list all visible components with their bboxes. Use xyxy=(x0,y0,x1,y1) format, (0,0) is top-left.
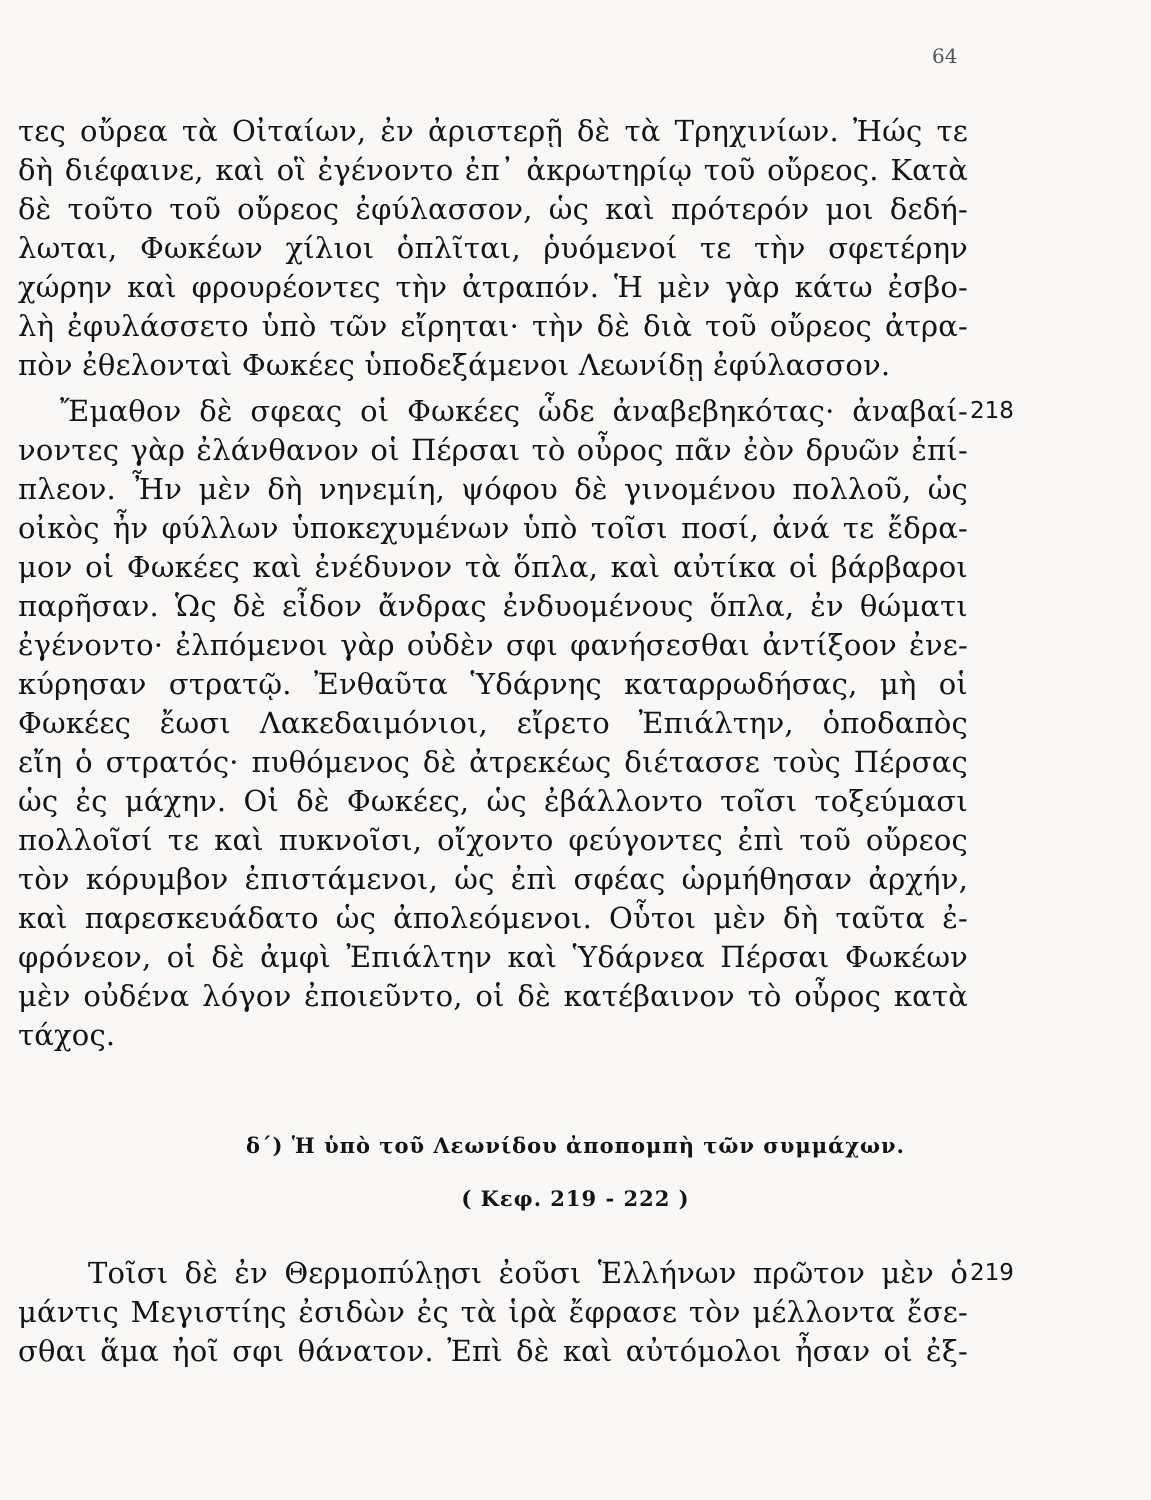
page-number: 64 xyxy=(932,44,958,68)
text-line: ἐγένοντο· ἐλπόμενοι γὰρ οὐδὲν σφι φανήσεσθαι ἀντίξοον ἐνε- xyxy=(18,628,968,662)
text-line: τὸν κόρυμβον ἐπιστάμενοι, ὡς ἐπὶ σφέας ὡρμήθησαν ἀρχήν, xyxy=(18,862,968,896)
chapter-number-218: 218 xyxy=(970,398,1014,424)
text-line: φρόνεον, οἱ δὲ ἀμφὶ Ἐπιάλτην καὶ Ὑδάρνεα Πέρσαι Φωκέων xyxy=(18,940,968,974)
text-line: Τοῖσι δὲ ἐν Θερμοπύλῃσι ἐοῦσι Ἑλλήνων πρῶτον μὲν ὁ xyxy=(88,1256,968,1290)
text-line: Φωκέες ἔωσι Λακεδαιμόνιοι, εἴρετο Ἐπιάλτην, ὁποδαπὸς xyxy=(18,706,968,740)
text-line: σθαι ἅμα ἠοῖ σφι θάνατον. Ἐπὶ δὲ καὶ αὐτόμολοι ἦσαν οἱ ἐξ- xyxy=(18,1334,968,1368)
text-line: ὡς ἐς μάχην. Οἱ δὲ Φωκέες, ὡς ἐβάλλοντο τοῖσι τοξεύμασι xyxy=(18,784,968,818)
text-line: παρῆσαν. Ὡς δὲ εἶδον ἄνδρας ἐνδυομένους ὅπλα, ἐν θώματι xyxy=(18,589,968,623)
text-line: μάντις Μεγιστίης ἐσιδὼν ἐς τὰ ἱρὰ ἔφρασε τὸν μέλλοντα ἔσε- xyxy=(18,1295,968,1329)
text-line: δὴ διέφαινε, καὶ οἳ ἐγένοντο ἐπ᾽ ἀκρωτηρίῳ τοῦ οὔρεος. Κατὰ xyxy=(18,153,968,187)
text-line: εἴη ὁ στρατός· πυθόμενος δὲ ἀτρεκέως διέτασσε τοὺς Πέρσας xyxy=(18,745,968,779)
text-line: νοντες γὰρ ἐλάνθανον οἱ Πέρσαι τὸ οὖρος πᾶν ἐὸν δρυῶν ἐπί- xyxy=(18,433,968,467)
text-line: λωται, Φωκέων χίλιοι ὁπλῖται, ῥυόμενοί τε τὴν σφετέρην xyxy=(18,231,968,265)
text-line: Ἔμαθον δὲ σφεας οἱ Φωκέες ὧδε ἀναβεβηκότας· ἀναβαί- xyxy=(60,394,968,428)
text-line: λὴ ἐφυλάσσετο ὑπὸ τῶν εἴρηται· τὴν δὲ διὰ τοῦ οὔρεος ἀτρα- xyxy=(18,309,968,343)
text-line: χώρην καὶ φρουρέοντες τὴν ἀτραπόν. Ἡ μὲν γὰρ κάτω ἐσβο- xyxy=(18,270,968,304)
text-line: τες οὔρεα τὰ Οἰταίων, ἐν ἀριστερῇ δὲ τὰ Τρηχινίων. Ἠώς τε xyxy=(18,114,968,148)
text-line: πολλοῖσί τε καὶ πυκνοῖσι, οἴχοντο φεύγοντες ἐπὶ τοῦ οὔρεος xyxy=(18,823,968,857)
text-line: καὶ παρεσκευάδατο ὡς ἀπολεόμενοι. Οὗτοι μὲν δὴ ταῦτα ἐ- xyxy=(18,901,968,935)
paragraph-1 xyxy=(18,112,968,385)
paragraph-3 xyxy=(18,1254,968,1371)
text-line: οἰκὸς ἦν φύλλων ὑποκεχυμένων ὑπὸ τοῖσι ποσί, ἀνά τε ἔδρα- xyxy=(18,511,968,545)
text-line: μὲν οὐδένα λόγον ἐποιεῦντο, οἱ δὲ κατέβαινον τὸ οὖρος κατὰ xyxy=(18,979,968,1013)
text-line: πλεον. Ἦν μὲν δὴ νηνεμίη, ψόφου δὲ γινομένου πολλοῦ, ὡς xyxy=(18,472,968,506)
text-line: μον οἱ Φωκέες καὶ ἐνέδυνον τὰ ὅπλα, καὶ αὐτίκα οἱ βάρβαροι xyxy=(18,550,968,584)
section-heading: δ΄) Ἡ ὑπὸ τοῦ Λεωνίδου ἀποπομπὴ τῶν συμμάχων. xyxy=(246,1133,905,1158)
text-line: κύρησαν στρατῷ. Ἐνθαῦτα Ὑδάρνης καταρρωδήσας, μὴ οἱ xyxy=(18,667,968,701)
paragraph-2 xyxy=(18,392,968,1055)
chapter-number-219: 219 xyxy=(970,1260,1014,1286)
text-line: πὸν ἐθελονταὶ Φωκέες ὑποδεξάμενοι Λεωνίδῃ ἐφύλασσον. xyxy=(18,348,891,382)
section-reference: ( Κεφ. 219 - 222 ) xyxy=(461,1186,690,1211)
text-line: δὲ τοῦτο τοῦ οὔρεος ἐφύλασσον, ὡς καὶ πρότερόν μοι δεδή- xyxy=(18,192,968,226)
text-line: τάχος. xyxy=(18,1018,116,1052)
